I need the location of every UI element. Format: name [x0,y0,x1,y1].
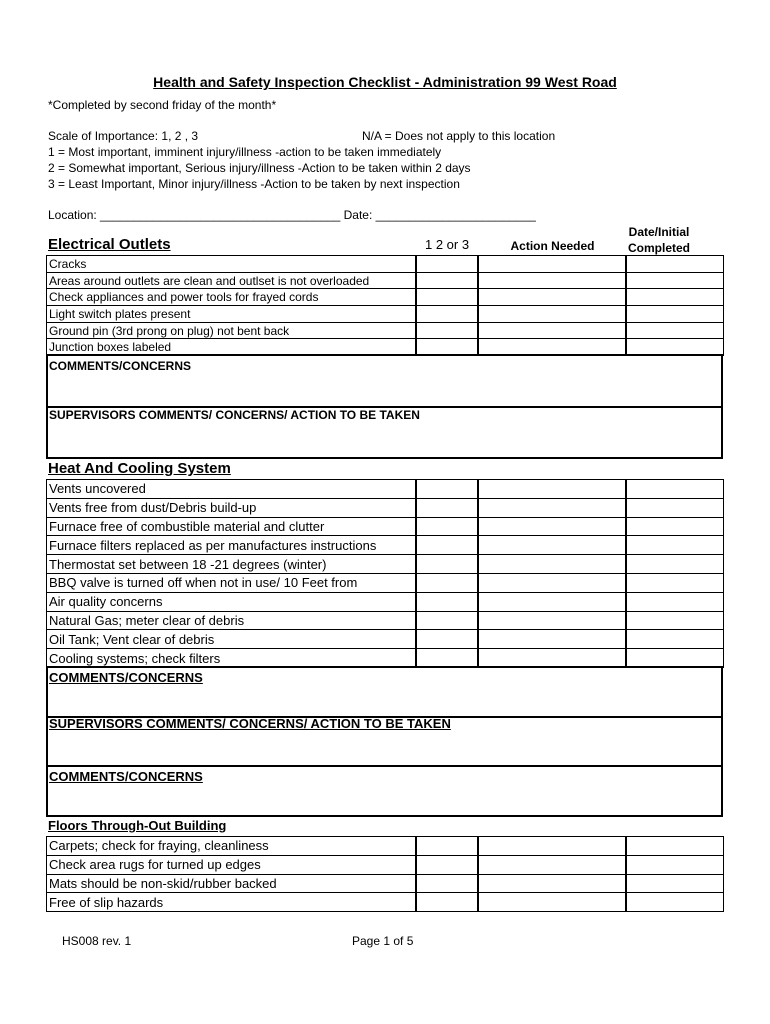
rating-cell[interactable] [416,498,478,517]
checklist-item-label: Furnace free of combustible material and clutter [47,517,416,536]
document-title: Health and Safety Inspection Checklist - Administration 99 West Road [153,74,617,90]
action-needed-cell[interactable] [478,498,626,517]
checklist-row [47,272,724,289]
checklist-row [47,611,724,630]
checklist-row [47,649,724,668]
action-needed-cell[interactable] [478,855,626,874]
action-needed-cell[interactable] [478,649,626,668]
checklist-row [47,893,724,912]
scale-line-1: 1 = Most important, imminent injury/illness -action to be taken immediately [48,145,442,159]
rating-cell[interactable] [416,289,478,306]
checklist-item-label: Carpets; check for fraying, cleanliness [47,837,416,856]
rating-cell[interactable] [416,306,478,323]
location-date-line[interactable]: Location: ____________________________________ Date: ________________________ [48,208,536,222]
date-initial-cell[interactable] [626,498,724,517]
action-needed-cell[interactable] [478,272,626,289]
electrical-comments-label: COMMENTS/CONCERNS [49,359,192,373]
rating-cell[interactable] [416,837,478,856]
rating-cell[interactable] [416,536,478,555]
scale-label: Scale of Importance: 1, 2 , 3 [48,129,199,143]
checklist-item-label: Thermostat set between 18 -21 degrees (winter) [47,555,416,574]
checklist-row [47,517,724,536]
heating-comments-label-2: COMMENTS/CONCERNS [49,769,203,784]
checklist-item-label: Cooling systems; check filters [47,649,416,668]
date-initial-cell[interactable] [626,517,724,536]
action-needed-cell[interactable] [478,517,626,536]
column-header-action: Action Needed [510,239,595,253]
section-heading-electrical: Electrical Outlets [48,236,171,253]
heating-supervisor-label: SUPERVISORS COMMENTS/ CONCERNS/ ACTION TO BE TAKEN [49,716,451,731]
action-needed-cell[interactable] [478,536,626,555]
section-heading-floors: Floors Through-Out Building [48,818,227,833]
action-needed-cell[interactable] [478,256,626,273]
date-initial-cell[interactable] [626,272,724,289]
rating-cell[interactable] [416,573,478,592]
rating-cell[interactable] [416,855,478,874]
date-initial-cell[interactable] [626,837,724,856]
checklist-item-label: Oil Tank; Vent clear of debris [47,630,416,649]
checklist-row [47,630,724,649]
action-needed-cell[interactable] [478,630,626,649]
form-id: HS008 rev. 1 [62,934,132,948]
action-needed-cell[interactable] [478,306,626,323]
checklist-item-label: Junction boxes labeled [47,339,416,356]
section-heading-heating: Heat And Cooling System [48,460,231,477]
column-header-date-line2: Completed [627,241,690,255]
electrical-supervisor-label: SUPERVISORS COMMENTS/ CONCERNS/ ACTION TO BE TAKEN [49,408,420,422]
checklist-item-label: Free of slip hazards [47,893,416,912]
checklist-row [47,592,724,611]
electrical-checklist-table [46,255,724,356]
scale-line-3: 3 = Least Important, Minor injury/illness -Action to be taken by next inspection [48,177,460,191]
checklist-item-label: Mats should be non-skid/rubber backed [47,874,416,893]
rating-cell[interactable] [416,893,478,912]
rating-cell[interactable] [416,272,478,289]
date-initial-cell[interactable] [626,649,724,668]
date-initial-cell[interactable] [626,289,724,306]
date-initial-cell[interactable] [626,555,724,574]
checklist-row [47,536,724,555]
checklist-item-label: Light switch plates present [47,306,416,323]
action-needed-cell[interactable] [478,289,626,306]
action-needed-cell[interactable] [478,322,626,339]
checklist-row [47,498,724,517]
date-initial-cell[interactable] [626,322,724,339]
page-number: Page 1 of 5 [352,934,414,948]
action-needed-cell[interactable] [478,592,626,611]
floors-checklist-table [46,836,724,912]
checklist-row [47,573,724,592]
date-initial-cell[interactable] [626,536,724,555]
checklist-item-label: Cracks [47,256,416,273]
date-initial-cell[interactable] [626,855,724,874]
rating-cell[interactable] [416,649,478,668]
action-needed-cell[interactable] [478,573,626,592]
checklist-item-label: Vents free from dust/Debris build-up [47,498,416,517]
date-initial-cell[interactable] [626,874,724,893]
checklist-item-label: BBQ valve is turned off when not in use/ 10 Feet from [47,573,416,592]
checklist-item-label: Natural Gas; meter clear of debris [47,611,416,630]
checklist-row [47,874,724,893]
rating-cell[interactable] [416,517,478,536]
checklist-item-label: Air quality concerns [47,592,416,611]
electrical-comments-box[interactable] [46,354,723,408]
action-needed-cell[interactable] [478,611,626,630]
scale-na: N/A = Does not apply to this location [362,129,556,143]
checklist-row [47,306,724,323]
checklist-item-label: Check area rugs for turned up edges [47,855,416,874]
action-needed-cell[interactable] [478,837,626,856]
action-needed-cell[interactable] [478,874,626,893]
scale-line-2: 2 = Somewhat important, Serious injury/illness -Action to be taken within 2 days [48,161,471,175]
heating-comments-label: COMMENTS/CONCERNS [49,670,203,685]
checklist-item-label: Vents uncovered [47,480,416,499]
action-needed-cell[interactable] [478,893,626,912]
subtitle: *Completed by second friday of the month* [48,98,277,112]
rating-cell[interactable] [416,611,478,630]
checklist-item-label: Furnace filters replaced as per manufactures instructions [47,536,416,555]
rating-cell[interactable] [416,630,478,649]
date-initial-cell[interactable] [626,611,724,630]
date-initial-cell[interactable] [626,630,724,649]
rating-cell[interactable] [416,555,478,574]
date-initial-cell[interactable] [626,592,724,611]
date-initial-cell[interactable] [626,573,724,592]
date-initial-cell[interactable] [626,256,724,273]
column-header-date-line1: Date/Initial [628,225,690,239]
action-needed-cell[interactable] [478,555,626,574]
action-needed-cell[interactable] [478,480,626,499]
checklist-row [47,837,724,856]
rating-cell[interactable] [416,480,478,499]
rating-cell[interactable] [416,874,478,893]
checklist-row [47,855,724,874]
heating-comments-box[interactable] [46,666,723,718]
checklist-row [47,480,724,499]
rating-cell[interactable] [416,592,478,611]
rating-cell[interactable] [416,322,478,339]
heating-checklist-table [46,479,724,668]
heating-comments-box-2[interactable] [46,765,723,817]
date-initial-cell[interactable] [626,306,724,323]
checklist-row [47,256,724,273]
column-header-rating: 1 2 or 3 [425,237,470,252]
date-initial-cell[interactable] [626,893,724,912]
checklist-item-label: Areas around outlets are clean and outlset is not overloaded [47,272,416,289]
checklist-row [47,289,724,306]
checklist-item-label: Ground pin (3rd prong on plug) not bent back [47,322,416,339]
date-initial-cell[interactable] [626,480,724,499]
checklist-row [47,555,724,574]
heating-supervisor-box[interactable] [46,716,723,767]
electrical-supervisor-box[interactable] [46,406,723,459]
checklist-item-label: Check appliances and power tools for frayed cords [47,289,416,306]
checklist-row [47,322,724,339]
rating-cell[interactable] [416,256,478,273]
